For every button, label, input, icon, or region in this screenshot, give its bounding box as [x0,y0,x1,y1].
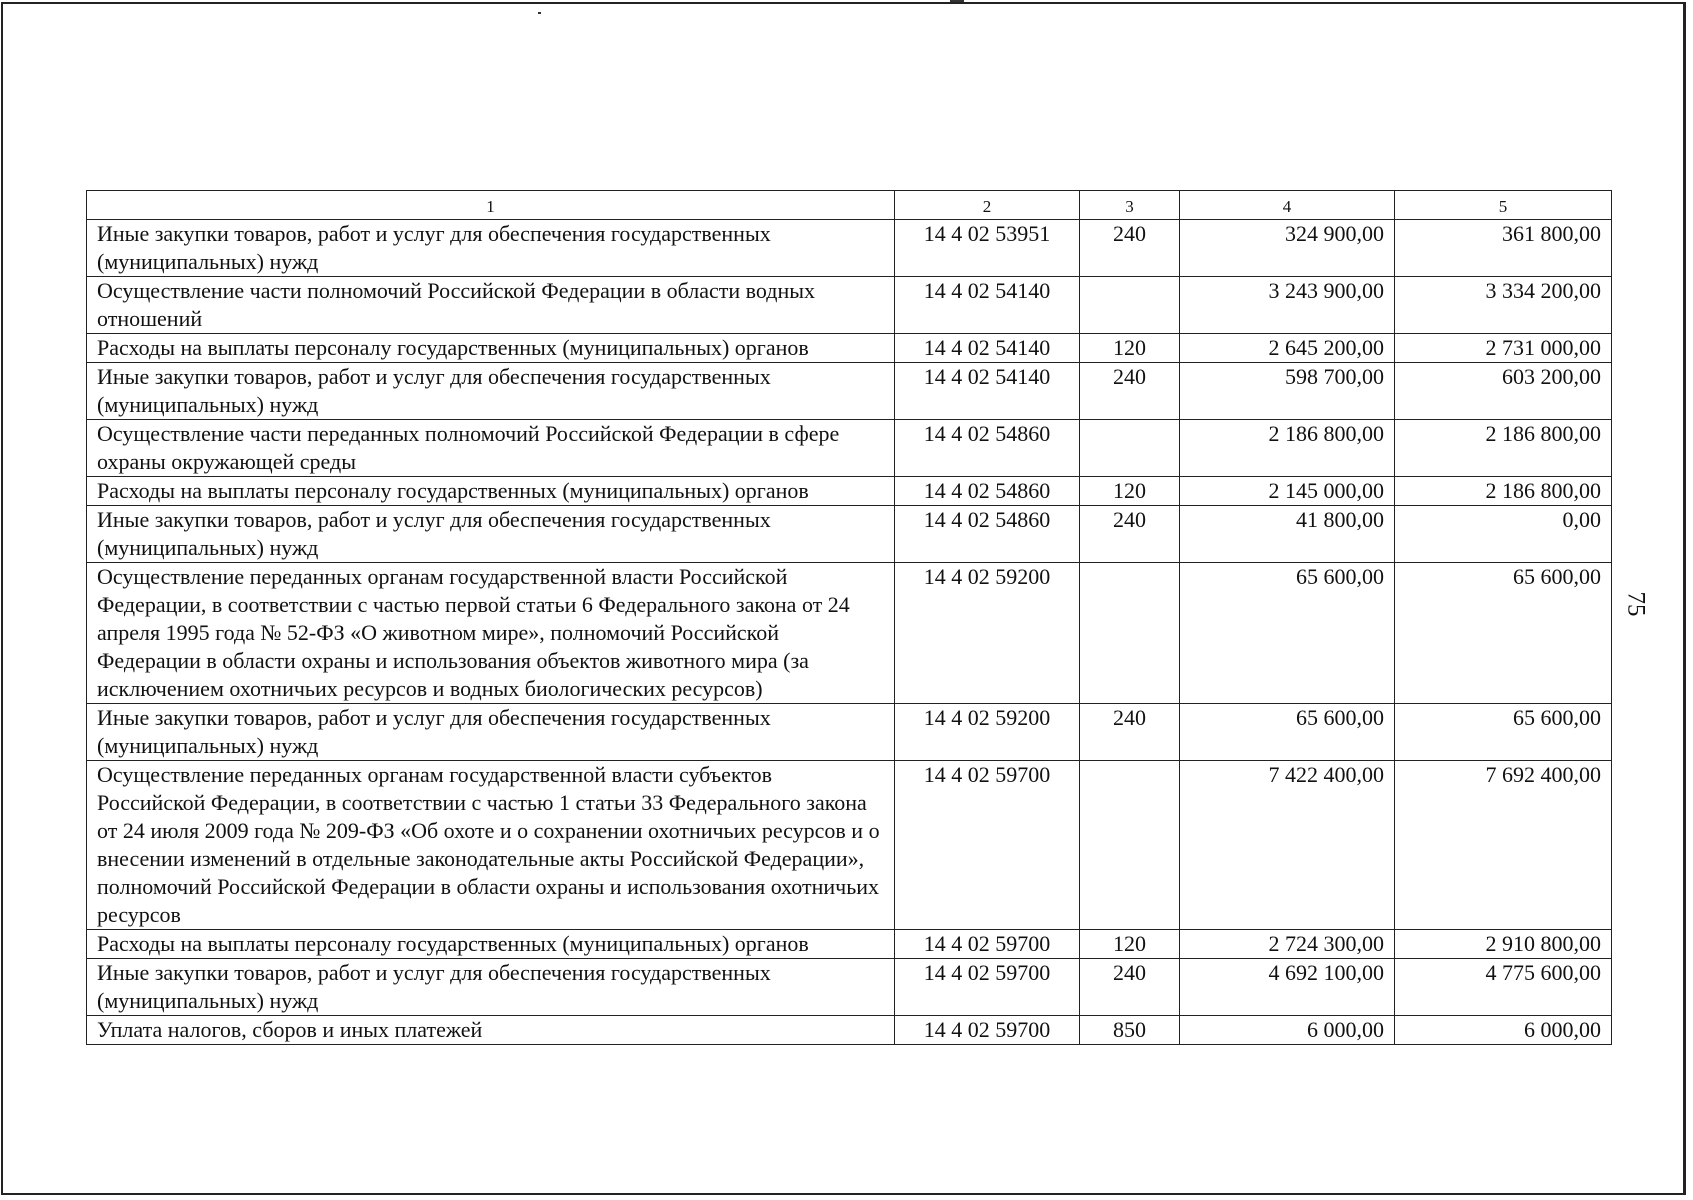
column-header: 1 [87,191,895,220]
table-row [87,420,1612,477]
table-row [87,761,1612,930]
target-code: 14 4 02 53951 [895,220,1080,277]
amount-year-2: 2 910 800,00 [1395,930,1612,959]
amount-year-2: 3 334 200,00 [1395,277,1612,334]
amount-year-1: 2 645 200,00 [1180,334,1395,363]
amount-year-2: 0,00 [1395,506,1612,563]
table-row [87,477,1612,506]
expense-type: 240 [1080,704,1180,761]
amount-year-1: 7 422 400,00 [1180,761,1395,930]
amount-year-2: 361 800,00 [1395,220,1612,277]
column-header: 2 [895,191,1080,220]
amount-year-1: 2 186 800,00 [1180,420,1395,477]
budget-table [86,190,1612,1045]
expense-type [1080,277,1180,334]
table-row [87,704,1612,761]
table-header [87,191,1612,220]
expense-name: Осуществление переданных органам государственной власти субъектов Российской Федерации, в соответствии с частью 1 статьи 33 Федерального закона от 24 июля 2009 года № 209-ФЗ «Об охоте и о сохранении охотничьих ресурсов и о внесении изменений в отдельные законодательные акты Российской Федерации», полномочий Российской Федерации в области охраны и использования охотничьих ресурсов [87,761,895,930]
amount-year-1: 41 800,00 [1180,506,1395,563]
target-code: 14 4 02 54140 [895,334,1080,363]
amount-year-2: 65 600,00 [1395,704,1612,761]
table-row [87,506,1612,563]
amount-year-2: 2 186 800,00 [1395,477,1612,506]
column-header: 5 [1395,191,1612,220]
table-row [87,1016,1612,1045]
column-header: 4 [1180,191,1395,220]
scan-artifact [538,12,541,14]
expense-type: 240 [1080,363,1180,420]
expense-type [1080,563,1180,704]
amount-year-1: 324 900,00 [1180,220,1395,277]
amount-year-1: 4 692 100,00 [1180,959,1395,1016]
target-code: 14 4 02 59700 [895,959,1080,1016]
expense-name: Иные закупки товаров, работ и услуг для обеспечения государственных (муниципальных) нужд [87,959,895,1016]
header-row [87,191,1612,220]
expense-name: Иные закупки товаров, работ и услуг для обеспечения государственных (муниципальных) нужд [87,704,895,761]
target-code: 14 4 02 59200 [895,563,1080,704]
amount-year-1: 65 600,00 [1180,563,1395,704]
table-row [87,220,1612,277]
target-code: 14 4 02 59700 [895,930,1080,959]
expense-name: Расходы на выплаты персоналу государственных (муниципальных) органов [87,930,895,959]
amount-year-2: 6 000,00 [1395,1016,1612,1045]
expense-type: 850 [1080,1016,1180,1045]
amount-year-2: 2 186 800,00 [1395,420,1612,477]
amount-year-1: 598 700,00 [1180,363,1395,420]
expense-name: Расходы на выплаты персоналу государственных (муниципальных) органов [87,334,895,363]
expense-name: Иные закупки товаров, работ и услуг для обеспечения государственных (муниципальных) нужд [87,506,895,563]
amount-year-2: 65 600,00 [1395,563,1612,704]
expense-type: 240 [1080,220,1180,277]
amount-year-1: 6 000,00 [1180,1016,1395,1045]
target-code: 14 4 02 54860 [895,420,1080,477]
amount-year-2: 4 775 600,00 [1395,959,1612,1016]
expense-name: Осуществление части переданных полномочий Российской Федерации в сфере охраны окружающей среды [87,420,895,477]
amount-year-1: 2 724 300,00 [1180,930,1395,959]
table-body [87,220,1612,1045]
amount-year-2: 2 731 000,00 [1395,334,1612,363]
expense-name: Осуществление части полномочий Российской Федерации в области водных отношений [87,277,895,334]
target-code: 14 4 02 59700 [895,761,1080,930]
expense-name: Иные закупки товаров, работ и услуг для обеспечения государственных (муниципальных) нужд [87,363,895,420]
amount-year-1: 3 243 900,00 [1180,277,1395,334]
expense-type: 120 [1080,930,1180,959]
target-code: 14 4 02 54140 [895,277,1080,334]
target-code: 14 4 02 54860 [895,477,1080,506]
expense-name: Расходы на выплаты персоналу государственных (муниципальных) органов [87,477,895,506]
table-row [87,277,1612,334]
expense-type: 120 [1080,477,1180,506]
expense-type: 240 [1080,506,1180,563]
scan-artifact [950,0,964,2]
amount-year-1: 65 600,00 [1180,704,1395,761]
column-header: 3 [1080,191,1180,220]
expense-name: Осуществление переданных органам государственной власти Российской Федерации, в соответствии с частью первой статьи 6 Федерального закона от 24 апреля 1995 года № 52-ФЗ «О животном мире», полномочий Российской Федерации в области охраны и использования объектов животного мира (за исключением охотничьих ресурсов и водных биологических ресурсов) [87,563,895,704]
expense-type [1080,420,1180,477]
amount-year-1: 2 145 000,00 [1180,477,1395,506]
expense-type: 120 [1080,334,1180,363]
expense-type [1080,761,1180,930]
page-number: 75 [1622,591,1650,617]
table-row [87,363,1612,420]
target-code: 14 4 02 59200 [895,704,1080,761]
table-row [87,563,1612,704]
expense-type: 240 [1080,959,1180,1016]
target-code: 14 4 02 59700 [895,1016,1080,1045]
amount-year-2: 603 200,00 [1395,363,1612,420]
table-row [87,959,1612,1016]
expense-name: Уплата налогов, сборов и иных платежей [87,1016,895,1045]
table-row [87,930,1612,959]
table-row [87,334,1612,363]
target-code: 14 4 02 54140 [895,363,1080,420]
target-code: 14 4 02 54860 [895,506,1080,563]
amount-year-2: 7 692 400,00 [1395,761,1612,930]
expense-name: Иные закупки товаров, работ и услуг для обеспечения государственных (муниципальных) нужд [87,220,895,277]
